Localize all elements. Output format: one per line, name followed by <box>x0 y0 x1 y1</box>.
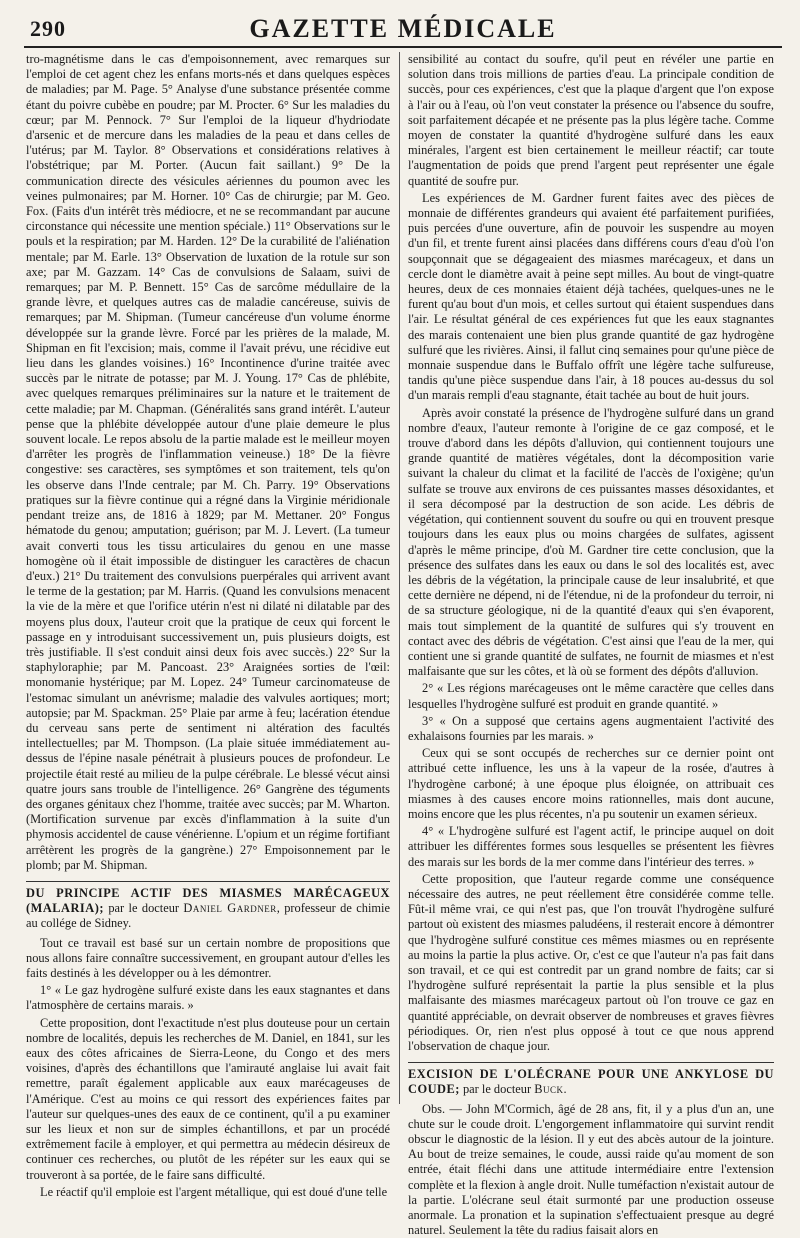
proposition: 1° « Le gaz hydrogène sulfuré existe dans les eaux stagnantes et dans l'atmosphère de certains marais. » <box>26 983 390 1013</box>
paragraph: Le réactif qu'il emploie est l'argent métallique, qui est doué d'une telle <box>40 1184 388 1199</box>
paragraph: tro-magnétisme dans le cas d'empoisonnement, avec remarques sur l'emploi de cet agent chez les enfans morts-nés et dans quelques espèces de maladies; par M. Page. 5° Analyse d'une substance présentée comme étant du poivre cubèbe en poudre; par M. Procter. 6° Sur les maladies du cœur; par M. Pennock. 7° Sur l'emploi de la liqueur d'hydriodate d'arsenic et de mercure dans les maladies de la peau et dans celles de l'utérus; par M. Taylor. 8° Observations et considérations relatives à l'obstétrique; par M. Porter. (Aucun fait saillant.) 9° De la communication directe des vésicules aériennes du poumon avec les veines pulmonaires; par M. Horner. 10° Cas de chirurgie; par M. Geo. Fox. (Faits d'un intérêt très médiocre, et ne se recommandant par aucune circonstance qui nécessite une mention spéciale.) 11° Observations sur le pouls et la respiration; par M. Harden. 12° De la curabilité de l'aliénation mentale; par M. Earle. 13° Observation de luxation de la rotule sur son axe; par M. Gazzam. 14° Cas de convulsions de Salaam, suivi de remarques; par M. P. Bennett. 15° Cas de sarcôme médullaire de la grande lèvre, et quelques autres cas de maladie cancéreuse, suivis de remarques; par M. Shipman. (Tumeur cancéreuse d'un volume énorme développée sur la grande lèvre. Forcé par les prières de la malade, M. Shipman en fit l'excision; mais, comme il l'avait prévu, une récidive eut lieu dans les glandes voisines.) 16° Incontinence d'urine traitée avec succès par le nitrate de potasse; par M. J. Young. 17° Cas de phlébite, avec quelques remarques préliminaires sur la nature et le traitement de cette maladie; par M. Chapman. (Généralités sans grand intérêt. L'auteur pense que la phlébite développée autour d'une plaie demeure le plus souvent locale. Le repos absolu de la partie malade est le meilleur moyen d'arrêter les progrès de l'inflammation veineuse.) 18° De la fièvre congestive: ses caractères, ses symptômes et son traitement, tels qu'on les observe dans l'Inde centrale; par M. Ch. Parry. 19° Observations pratiques sur la fièvre continue qui a régné dans la Virginie méridionale pendant treize ans, de 1816 à 1829; par M. Mettaner. 20° Fongus hématode du genou; amputation; guérison; par M. J. Levert. (La tumeur avait converti tous les tissu articulaires du genou en une masse homogène où il était impossible de distinguer les caractères de chacun d'eux.) 21° Du traitement des convulsions puerpérales qui arrivent avant le terme de la gestation; par M. Harris. (Quand les convulsions menacent la vie de la mère et que l'orifice utérin n'est ni dilaté ni dilatable par des moyens plus doux, l'auteur croit que la pratique de ceux qui forcent le passage en y introduisant successivement un, puis plusieurs doigts, est très justifiable. Il s'est conduit ainsi deux fois avec succès.) 22° Sur la staphyloraphie; par M. Pancoast. 23° Araignées sorties de l'œil: monomanie hystérique; par M. Lopez. 24° Tumeur carcinomateuse de l'estomac simulant un anévrisme; maladie des valvules aortiques; mort; autopsie; par M. Spackman. 25° Plaie par arme à feu; lacération étendue du cerveau sans perte de sentiment ni altération des facultés intellectuelles; par M. Thompson. (La plaie située immédiatement au-dessus de l'épine nasale pénétrait à plusieurs pouces de profondeur. Le projectile était resté au milieu de la pulpe cérébrale. Le blessé vécut ainsi quatre jours sans trouble de l'intelligence. 26° Gangrène des téguments des organes génitaux chez l'homme, traitée avec succès; par M. Wharton. (Mortification survenue par excès d'inflammation à la suite d'un phymosis accidentel de cause vénérienne. L'opium et un régime fortifiant arrêtèrent les progrès de la gangrène.) 27° Empoisonnement par le plomb; par M. Shipman. <box>26 52 390 872</box>
article-heading <box>408 1062 774 1097</box>
paragraph: sensibilité au contact du soufre, qu'il peut en révéler une partie en solution dans trois millions de parties d'eau. La principale condition de succès, pour ces expériences, c'est que la plaque d'argent que l'on expose à l'air ou à l'eau, où l'on veut constater la présence ou l'absence du soufre, soit parfaitement décapée et ne présente pas la plus légère tache. Comme moyen de constater la quantité d'hydrogène sulfuré dans les eaux minérales, l'argent est bien certainement le meilleur réactif; car toute l'augmentation de poids que prend l'argent peut représenter une égale quantité de soufre pur. <box>408 52 774 188</box>
article-byline: par le docteur <box>103 901 184 916</box>
column-divider <box>399 52 400 1104</box>
paragraph: Tout ce travail est basé sur un certain nombre de propositions que nous allons faire connaître successivement, en groupant autour d'elles les faits destinés à les développer ou à les démontrer. <box>26 935 390 980</box>
proposition: 2° « Les régions marécageuses ont le même caractère que celles dans lesquelles l'hydrogène sulfuré est produit en grande quantité. » <box>408 681 774 711</box>
paragraph: Les expériences de M. Gardner furent faites avec des pièces de monnaie de différentes grandeurs qui avaient été parfaitement purifiées, puis percées d'une ouverture, afin de pouvoir les suspendre au moyen d'un fil, et trente furent ainsi placées dans différens cours d'eau d'où l'on soupçonnait que se dégageaient des miasmes marécageux, et dans un cercle dont le diamètre avait à peine sept milles. Au bout de vingt-quatre heures, deux de ces monnaies étaient déjà tachées, quelques-unes ne le furent qu'au bout d'un mois, et celles surtout qui étaient suspendues dans l'air. Le résultat général de ces expériences fut que les eaux stagnantes des marais contenaient une bien plus grande quantité de gaz hydrogène sulfuré que les rivières. Ainsi, il fallut cinq semaines pour qu'une pièce de monnaie suspendue dans le Buffalo offrît une légère tache sulfureuse, tandis qu'une pièce suspendue dans l'air, à 18 pouces au-dessus du sol d'un marais rempli d'eau stagnante, était tachée au bout de huit jours. <box>408 190 774 403</box>
left-column <box>26 52 390 1199</box>
article-title: DU PRINCIPE ACTIF DES MIASMES MARÉCAGEUX (MALARIA); <box>26 885 390 916</box>
page-header <box>24 14 782 48</box>
article-byline: par le docteur <box>459 1082 535 1097</box>
paragraph: Cette proposition, que l'auteur regarde comme une conséquence nécessaire des autres, ne peut réellement être considérée comme telle. Fût-il même vrai, ce qui n'est pas, que l'on trouvât l'hydrogène sulfuré partout où existent des miasmes paludéens, il resterait encore à démontrer que l'hydrogène sulfuré constitue ces mêmes miasmes ou en représente au moins la partie la plus active. Or, c'est ce que l'auteur n'a pas fait dans son travail, et ce qui est contredit par un grand nombre de faits; car si l'hydrogène sulfuré représentait la partie la plus sensible et la plus malfaisante des miasmes marécageux partout où l'on trouve ce gaz en quantité appréciable, on devrait observer de nombreuses et graves fièvres périodiques. Or, rien n'est plus opposé à tout ce que nous apprend l'observation de chaque jour. <box>408 871 774 1053</box>
article-author: Buck. <box>534 1082 568 1097</box>
proposition: 4° « L'hydrogène sulfuré est l'agent actif, le principe auquel on doit attribuer les différentes formes sous lesquelles se présentent les fièvres des marais sur les bords de la mer comme dans l'intérieur des terres. » <box>408 824 774 869</box>
proposition: 3° « On a supposé que certains agens augmentaient l'activité des exhalaisons fournies par les marais. » <box>408 713 774 743</box>
article-heading <box>26 881 390 932</box>
article-author: Daniel Gardner <box>183 901 277 916</box>
right-column <box>408 52 774 1238</box>
paragraph: Ceux qui se sont occupés de recherches sur ce dernier point ont attribué cette influence, les uns à la vapeur de la rosée, d'autres à l'hydrogène carboné; à une époque plus éloignée, on attribuait ces miasmes à des causes encore moins rationnelles, mais dont aucune, moins encore que les plus récentes, n'a pu soutenir un examen sérieux. <box>408 746 774 821</box>
journal-title: GAZETTE MÉDICALE <box>249 14 557 43</box>
paragraph: Obs. — John M'Cormich, âgé de 28 ans, fit, il y a plus d'un an, une chute sur le coude droit. L'engorgement inflammatoire qui survint rendit obscur le diagnostic de la lésion. Il y eut des abcès autour de la jointure. Au bout de treize semaines, le coude, aussi raide qu'au moment de son entrée, était fléchi dans une attitude intermédiaire entre l'extension complète et la flexion à angle droit. Nulle tuméfaction n'existait autour de la partie. L'olécrane seul était surmonté par une production osseuse anormale. La pronation et la supination s'effectuaient presque au degré naturel. Seulement la tête du radius faisait alors en <box>408 1101 774 1238</box>
paragraph: Cette proposition, dont l'exactitude n'est plus douteuse pour un certain nombre de localités, depuis les recherches de M. Daniel, en 1841, sur les eaux des côtes africaines de Sierra-Leone, du Congo et des mers voisines, d'après des échantillons que l'amirauté anglaise lui avait fait remettre, paraît également applicable aux eaux marécageuses de l'Amérique. C'est au moins ce qui ressort des expériences faites par l'auteur sur quelques-unes des eaux de ce continent, qu'il a pu examiner sur les lieux et non sur de simples échantillons, et par un procédé extrêmement facile à employer, et qui permettra au médecin désireux de continuer ces recherches, ou plutôt de les répéter sur les eaux qui se trouveront à sa portée, de le faire sans difficulté. <box>26 1015 390 1182</box>
paragraph: Après avoir constaté la présence de l'hydrogène sulfuré dans un grand nombre d'eaux, l'auteur remonte à l'origine de ce gaz composé, et le trouve d'abord dans les dépôts d'alluvion, qui contiennent toujours une grande quantité de matières végétales, dont la décomposition varie suivant la chaleur du climat et la facilité de l'accès de l'oxigène; qu'un sulfate se trouve aux environs de ces puissantes masses désoxidantes, et il sera décomposé par la destruction de son acide. Les débris de végétation, qui contiennent souvent du soufre ou qui en trouvent presque toujours dans les eaux plus ou moins chargées de sulfates, agissent d'après le même principe, d'où M. Gardner tire cette conclusion, que la présence des sulfates dans les eaux ou dans le sol des localités est, avec les débris de la végétation, la principale cause de leur insalubrité, et que cette dernière ne dépend, ni de l'étendue, ni de la profondeur du terroir, ni de sa structure géologique, ni de la quantité d'eaux qui s'en évaporent, mais tout simplement de la quantité de sulfures qui s'y trouvent en contact avec des débris de végétation. C'est ainsi que l'eau de la mer, qui contient une si grande quantité de sulfates, ne fournit de miasmes et n'est malfaisante que sur les côtes, et là où se forment des dépôts d'alluvion. <box>408 405 774 679</box>
page-number: 290 <box>30 16 66 41</box>
article-title: EXCISION DE L'OLÉCRANE POUR UNE ANKYLOSE DU COUDE; <box>408 1067 774 1097</box>
article-affiliation: , professeur de chimie au collége de Sidney. <box>26 901 390 931</box>
